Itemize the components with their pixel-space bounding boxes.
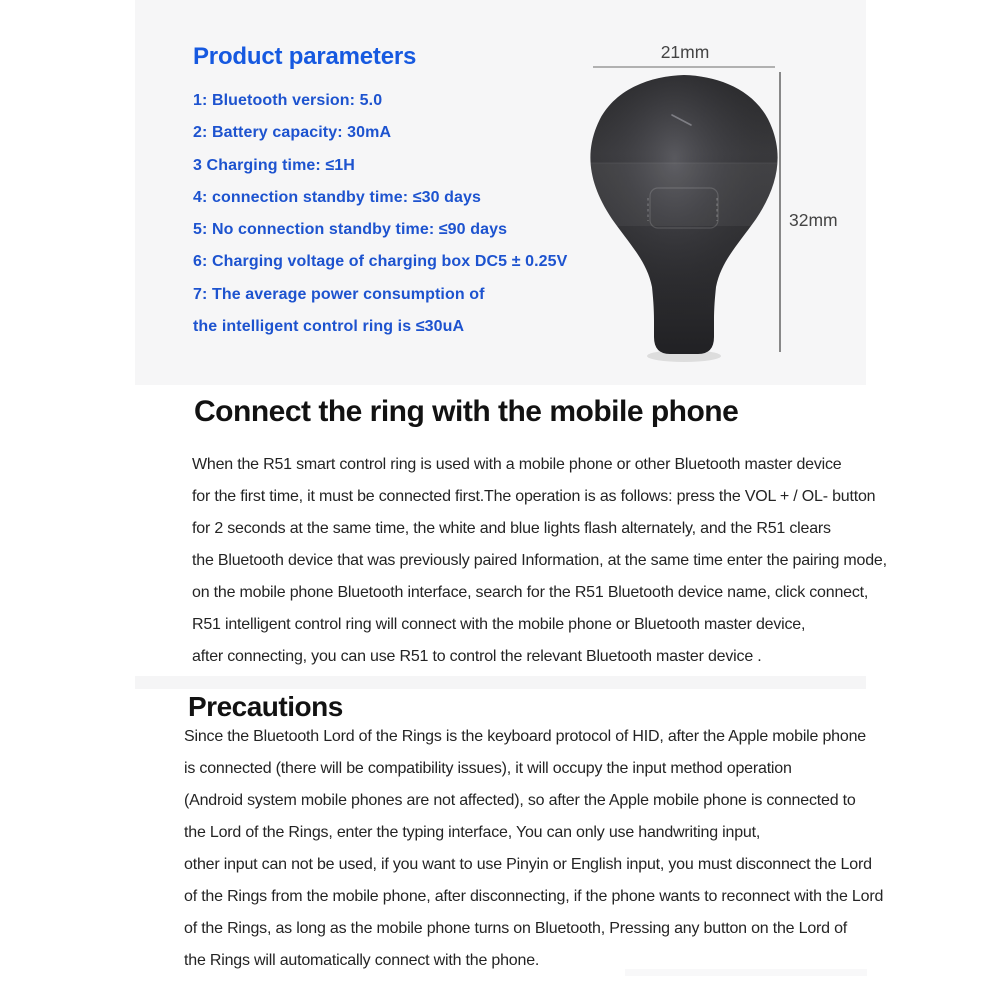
param-item: 6: Charging voltage of charging box DC5 ± 0.25V: [193, 253, 568, 271]
param-item: 2: Battery capacity: 30mA: [193, 124, 392, 142]
params-title: Product parameters: [193, 43, 417, 70]
precaution-line: the Lord of the Rings, enter the typing interface, You can only use handwriting input,: [184, 824, 761, 841]
precaution-line: other input can not be used, if you want to use Pinyin or English input, you must disconnect the Lord: [184, 856, 872, 873]
precautions-section-body: [184, 721, 883, 977]
connect-line: When the R51 smart control ring is used with a mobile phone or other Bluetooth master device: [192, 456, 842, 473]
precaution-line: of the Rings, as long as the mobile phone turns on Bluetooth, Pressing any button on the Lord of: [184, 920, 848, 937]
ring-device-image: [558, 15, 870, 367]
param-item: the intelligent control ring is ≤30uA: [193, 318, 465, 336]
precaution-line: of the Rings from the mobile phone, after disconnecting, if the phone wants to reconnect with the Lord: [184, 888, 884, 905]
connect-line: for 2 seconds at the same time, the white and blue lights flash alternately, and the R51 clears: [192, 520, 831, 537]
param-item: 5: No connection standby time: ≤90 days: [193, 221, 508, 239]
connect-line: the Bluetooth device that was previously paired Information, at the same time enter the pairing mode,: [192, 552, 887, 569]
precaution-line: is connected (there will be compatibility issues), it will occupy the input method operation: [184, 760, 792, 777]
device-lower-band: [576, 164, 792, 226]
connect-line: on the mobile phone Bluetooth interface, search for the R51 Bluetooth device name, click connect,: [192, 584, 869, 601]
section-divider-strip: [135, 676, 866, 689]
precaution-line: (Android system mobile phones are not affected), so after the Apple mobile phone is connected to: [184, 792, 856, 809]
param-item: 3 Charging time: ≤1H: [193, 156, 355, 174]
product-dimension-diagram: [558, 15, 870, 367]
connect-line: for the first time, it must be connected first.The operation is as follows: press the VOL + / OL- button: [192, 488, 876, 505]
precaution-line: the Rings will automatically connect with the phone.: [184, 952, 540, 969]
connect-section-heading: Connect the ring with the mobile phone: [194, 395, 739, 428]
device-seam-line: [576, 163, 792, 165]
precautions-section-heading: Precautions: [188, 691, 343, 722]
bottom-edge-strip: [625, 969, 867, 976]
connect-line: R51 intelligent control ring will connect with the mobile phone or Bluetooth master device,: [192, 616, 806, 633]
params-list: [193, 85, 567, 343]
width-dimension-label: 21mm: [660, 42, 710, 62]
connect-line: after connecting, you can use R51 to control the relevant Bluetooth master device .: [192, 648, 762, 665]
param-item: 1: Bluetooth version: 5.0: [193, 92, 383, 109]
height-dimension-label: 32mm: [789, 210, 838, 230]
param-item: 4: connection standby time: ≤30 days: [193, 188, 482, 206]
precaution-line: Since the Bluetooth Lord of the Rings is the keyboard protocol of HID, after the Apple mobile phone: [184, 728, 866, 745]
connect-section-body: [192, 449, 887, 673]
param-item: 7: The average power consumption of: [193, 285, 485, 303]
